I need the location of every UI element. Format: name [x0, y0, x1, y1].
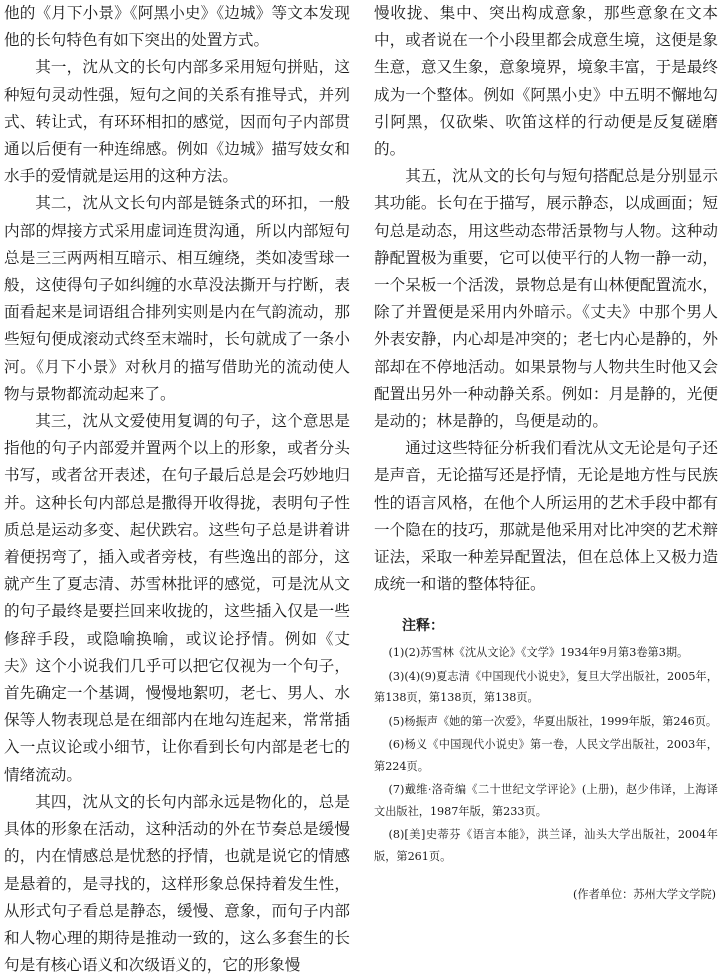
paragraph-point-four: 其四，沈从文的长句内部永远是物化的，总是具体的形象在活动，这种活动的外在节奏总是缓慢的，内在情感总是忧愁的抒情，也就是说它的情感是悬着的，是寻找的，这样形象总保持着发生性，从形式句子看总是静态，缓慢、意象，而句子内部和人物心理的期待是推动一致的，这么多套生的长句是有核心语义和次级语义的，它的形象慢 — [4, 792, 350, 975]
note-item: (1)(2)苏雪林《沈从文论》《文学》1934年9月第3卷第3期。 — [388, 646, 689, 660]
note-item: (5)杨振声《她的第一次爱》，华夏出版社，1999年版，第246页。 — [388, 714, 718, 728]
note-item: (8)[美]史蒂芬《语言本能》，洪兰译，汕头大学出版社，2004年版，第261页。 — [374, 828, 718, 863]
paragraph-intro-cont: 他的《月下小景》《阿黑小史》《边城》等文本发现他的长句特色有如下突出的处置方式。 — [4, 4, 350, 50]
paragraph-point-five: 其五，沈从文的长句与短句搭配总是分别显示其功能。长句在于描写，展示静态，以成画面；短句总是动态，用这些动态带活景物与人物。这种动静配置极为重要，它可以使平行的人物一静一动，一个呆板一个活泼，景物总是有山林便配置流水，除了并置便是采用内外暗示。《丈夫》中那个男人外表安静，内心却是冲突的；老七内心是静的，外部却在不停地活动。如果景物与人物共生时他又会配置出另外一种动静关系。例如：月是静的，光便是动的；林是静的，鸟便是动的。 — [374, 167, 718, 431]
paragraph-point-three: 其三，沈从文爱使用复调的句子，这个意思是指他的句子内部爱并置两个以上的形象，或者分头书写，或者岔开表述，在句子最后总是会巧妙地归并。这种长句内部总是撒得开收得拢，表明句子性质总是运动多变、起伏跌宕。这些句子总是讲着讲着便拐弯了，插入或者旁枝，有些逸出的部分，这就产生了夏志清、苏雪林批评的感觉，可是沈从文的句子最终是要拦回来收拢的，这些插入仅是一些修辞手段，或隐喻换喻，或议论抒情。例如《丈夫》这个小说我们几乎可以把它仅视为一个句子，首先确定一个基调，慢慢地絮叨，老七、男人、水保等人物表现总是在细部内在地勾连起来，常常插入一点议论或小细节，让你看到长句内部是老七的情绪流动。 — [4, 412, 350, 784]
paragraph-point-one: 其一，沈从文的长句内部多采用短句拼贴，这种短句灵动性强，短句之间的关系有推导式，并列式、转让式，有环环相扣的感觉，因而句子内部贯通以后便有一种连绵感。例如《边城》描写妓女和水手的爱情就是运用的这种方法。 — [4, 58, 350, 186]
author-affiliation: (作者单位：苏州大学文学院) — [573, 888, 716, 902]
note-item: (6)杨义《中国现代小说史》第一卷，人民文学出版社，2003年，第224页。 — [374, 738, 718, 773]
paragraph-point-two: 其二，沈从文长句内部是链条式的环扣，一般内部的焊接方式采用虚词连贯沟通，所以内部短句总是三三两两相互暗示、相互缠绕，类如凌雪球一般，这使得句子如纠缠的水草没法撕开与拧断，表面看起来是词语组合排列实则是内在气韵流动，那些短句便成滚动式终至末端时，长句就成了一条小河。《月下小景》对秋月的描写借助光的流动使人物与景物都流动起来了。 — [4, 194, 350, 403]
note-item: (3)(4)(9)夏志清《中国现代小说史》，复旦大学出版社，2005年，第138页，第138页，第138页。 — [374, 669, 718, 705]
note-item: (7)戴维·洛奇编《二十世纪文学评论》(上册)，赵少伟译，上海译文出版社，1987年版，第233页。 — [374, 783, 718, 818]
notes-title: 注释： — [402, 618, 444, 635]
notes-section — [374, 616, 718, 867]
paragraph-point-four-cont: 慢收拢、集中、突出构成意象，那些意象在文本中，或者说在一个小段里都会成意生境，这便是象生意，意又生象，意象境界，境象丰富，于是最终成为一个整体。例如《阿黑小史》中五明不懈地勾引阿黑，仅砍柴、吹笛这样的行动便是反复磋磨的。 — [374, 4, 718, 159]
left-column — [4, 0, 350, 979]
paragraph-conclusion: 通过这些特征分析我们看沈从文无论是句子还是声音，无论描写还是抒情，无论是地方性与民族性的语言风格，在他个人所运用的艺术手段中都有一个隐在的技巧，那就是他采用对比冲突的艺术辩证法，采取一种差异配置法，但在总体上又极力造成统一和谐的整体特征。 — [374, 439, 718, 594]
right-column — [374, 0, 718, 905]
